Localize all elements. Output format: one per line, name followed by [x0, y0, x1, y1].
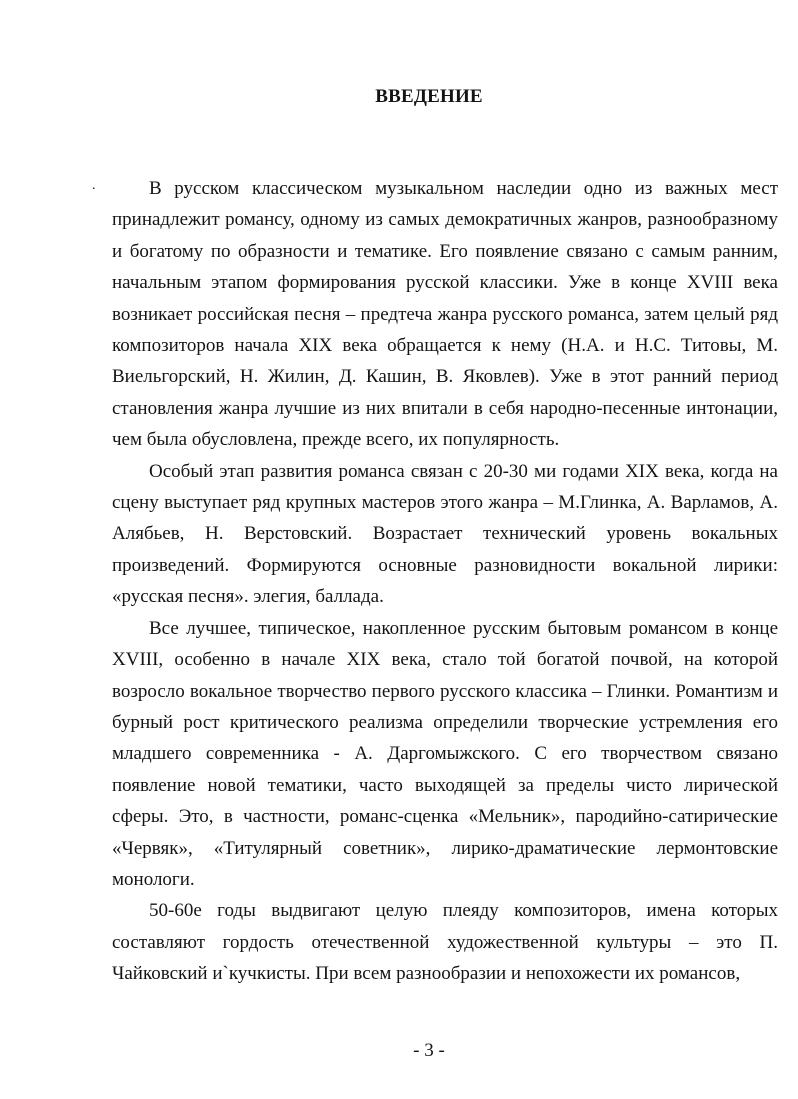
body-text [112, 173, 778, 990]
paragraph-3: Все лучшее, типическое, накопленное русским бытовым романсом в конце XVIII, особенно в начале XIX века, стало той богатой почвой, на которой возросло вокальное творчество первого русского классика – Глинки. Романтизм и бурный рост критического реализма определили творческие устремления его младшего современника - А. Даргомыжского. С его творчеством связано появление новой тематики, часто выходящей за пределы чисто лирической сферы. Это, в частности, романс-сценка «Мельник», пародийно-сатирические «Червяк», «Титулярный советник», лирико-драматические лермонтовские монологи. [112, 617, 778, 890]
page-number: - 3 - [413, 1040, 445, 1061]
paragraph-1: В русском классическом музыкальном наследии одно из важных мест принадлежит романсу, одному из самых демократичных жанров, разнообразному и богатому по образности и тематике. Его появление связано с самым ранним, начальным этапом формирования русской классики. Уже в конце XVIII века возникает российская песня – предтеча жанра русского романса, затем целый ряд композиторов начала XIX века обращается к нему (Н.А. и Н.С. Титовы, М. Виельгорский, Н. Жилин, Д. Кашин, В. Яковлев). Уже в этот ранний период становления жанра лучшие из них впитали в себя народно-песенные интонации, чем была обусловлена, прежде всего, их популярность. [112, 178, 778, 451]
paragraph-4: 50-60е годы выдвигают целую плеяду композиторов, имена которых составляют гордость отечественной художественной культуры – это П. Чайковский и`кучкисты. При всем разнообразии и непохожести их романсов, [112, 900, 778, 985]
stray-mark: . [92, 178, 96, 193]
section-heading: ВВЕДЕНИЕ [375, 86, 483, 107]
paragraph-2: Особый этап развития романса связан с 20-30 ми годами XIX века, когда на сцену выступает ряд крупных мастеров этого жанра – М.Глинка, А. Варламов, А. Алябьев, Н. Верстовский. Возрастает технический уровень вокальных произведений. Формируются основные разновидности вокальной лирики: «русская песня». элегия, баллада. [112, 460, 778, 608]
